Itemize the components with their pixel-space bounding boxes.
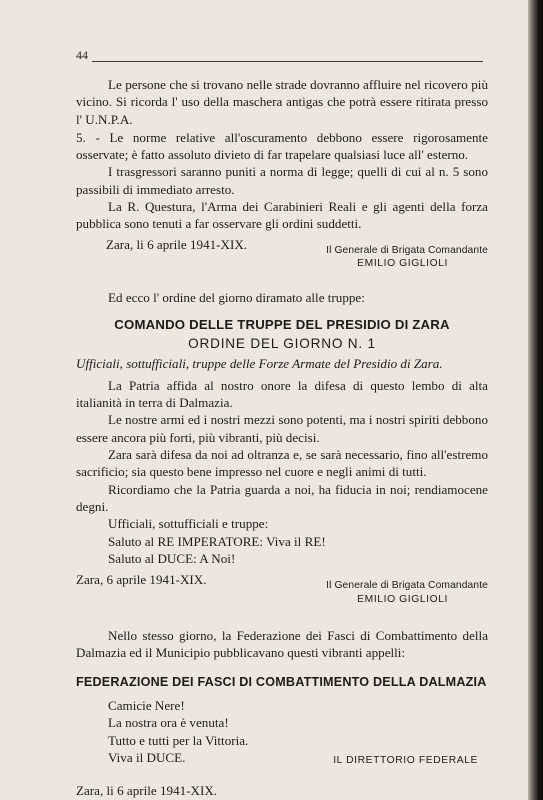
federation-signatory: IL DIRETTORIO FEDERALE — [333, 755, 478, 767]
order-address: Ufficiali, sottufficiali, truppe delle Forze Armate del Presidio di Zara. — [76, 355, 443, 371]
paragraph-number: 5. - — [76, 129, 100, 145]
order-paragraph-4: Ricordiamo che la Patria guarda a noi, ha fiducia in noi; rendiamocene degni. — [76, 481, 488, 514]
signature-row — [76, 236, 488, 254]
document-date: Zara, li 6 aprile 1941-XIX. — [106, 236, 248, 252]
federation-date: Zara, li 6 aprile 1941-XIX. — [76, 783, 218, 799]
book-spine-shadow — [528, 0, 543, 800]
order-paragraph-2: Le nostre armi ed i nostri mezzi sono potenti, ma i nostri spiriti debbono essere ancora più forti, più vibranti, più decisi. — [76, 412, 488, 445]
order-subheading: ORDINE DEL GIORNO N. 1 — [188, 336, 376, 352]
order-signature-row — [76, 571, 488, 592]
order-date: Zara, 6 aprile 1941-XIX. — [76, 572, 207, 588]
appeal-line-2: La nostra ora è venuta! — [108, 715, 229, 731]
federation-heading: FEDERAZIONE DEI FASCI DI COMBATTIMENTO DELLA DALMAZIA — [76, 674, 487, 689]
order-heading: COMANDO DELLE TRUPPE DEL PRESIDIO DI ZARA — [114, 316, 450, 332]
page-body — [76, 76, 488, 800]
paragraph-blackout-text: Le norme relative all'oscuramento debbono essere rigorosamente osservate; è fatto assoluto divieto di far trapelare qualsiasi luce all' esterno. — [76, 129, 488, 163]
order-paragraph-3: Zara sarà difesa da noi ad oltranza e, se sarà necessario, fino all'estremo sacrificio; sia questo bene impresso nel cuore e negli animi di tutti. — [76, 447, 488, 480]
salute-line-3: Saluto al DUCE: A Noi! — [108, 550, 236, 566]
paragraph-shelter: Le persone che si trovano nelle strade dovranno affluire nel ricovero più vicino. Si ricorda l' uso della maschera antigas che potrà essere ritirata presso l' U.N.P.A. — [76, 77, 488, 127]
appeal-line-3: Tutto e tutti per la Vittoria. — [108, 732, 249, 748]
appeal-line-4: Viva il DUCE. — [108, 749, 186, 765]
order-intro: Ed ecco l' ordine del giorno diramato alle truppe: — [108, 289, 365, 305]
signatory-name: EMILIO GIGLIOLI — [357, 257, 448, 269]
signatory-title: Il Generale di Brigata Comandante — [326, 244, 488, 256]
federation-date-row — [76, 782, 488, 800]
order-salutes — [76, 515, 488, 567]
appeal-line-1: Camicie Nere! — [108, 698, 185, 714]
page-number: 44 — [76, 48, 88, 62]
header-rule — [92, 61, 483, 62]
paragraph-blackout — [76, 129, 488, 164]
order-signatory-title: Il Generale di Brigata Comandante — [326, 580, 488, 592]
federation-intro: Nello stesso giorno, la Federazione dei Fasci di Combattimento della Dalmazia ed il Municipio pubblicavano questi vibranti appelli: — [76, 628, 488, 661]
salute-line-2: Saluto al RE IMPERATORE: Viva il RE! — [108, 533, 326, 549]
salute-line-1: Ufficiali, sottufficiali e truppe: — [108, 516, 269, 532]
order-paragraph-1: La Patria affida al nostro onore la difesa di questo lembo di alta italianità in terra di Dalmazia. — [76, 377, 488, 411]
order-signatory-name: EMILIO GIGLIOLI — [357, 594, 448, 606]
paragraph-enforcement: La R. Questura, l'Arma dei Carabinieri Reali e gli agenti della forza pubblica sono tenuti a far osservare gli ordini suddetti. — [76, 199, 488, 232]
paragraph-penalties: I trasgressori saranno puniti a norma di legge; quelli di cui al n. 5 sono passibili di immediato arresto. — [76, 164, 488, 197]
